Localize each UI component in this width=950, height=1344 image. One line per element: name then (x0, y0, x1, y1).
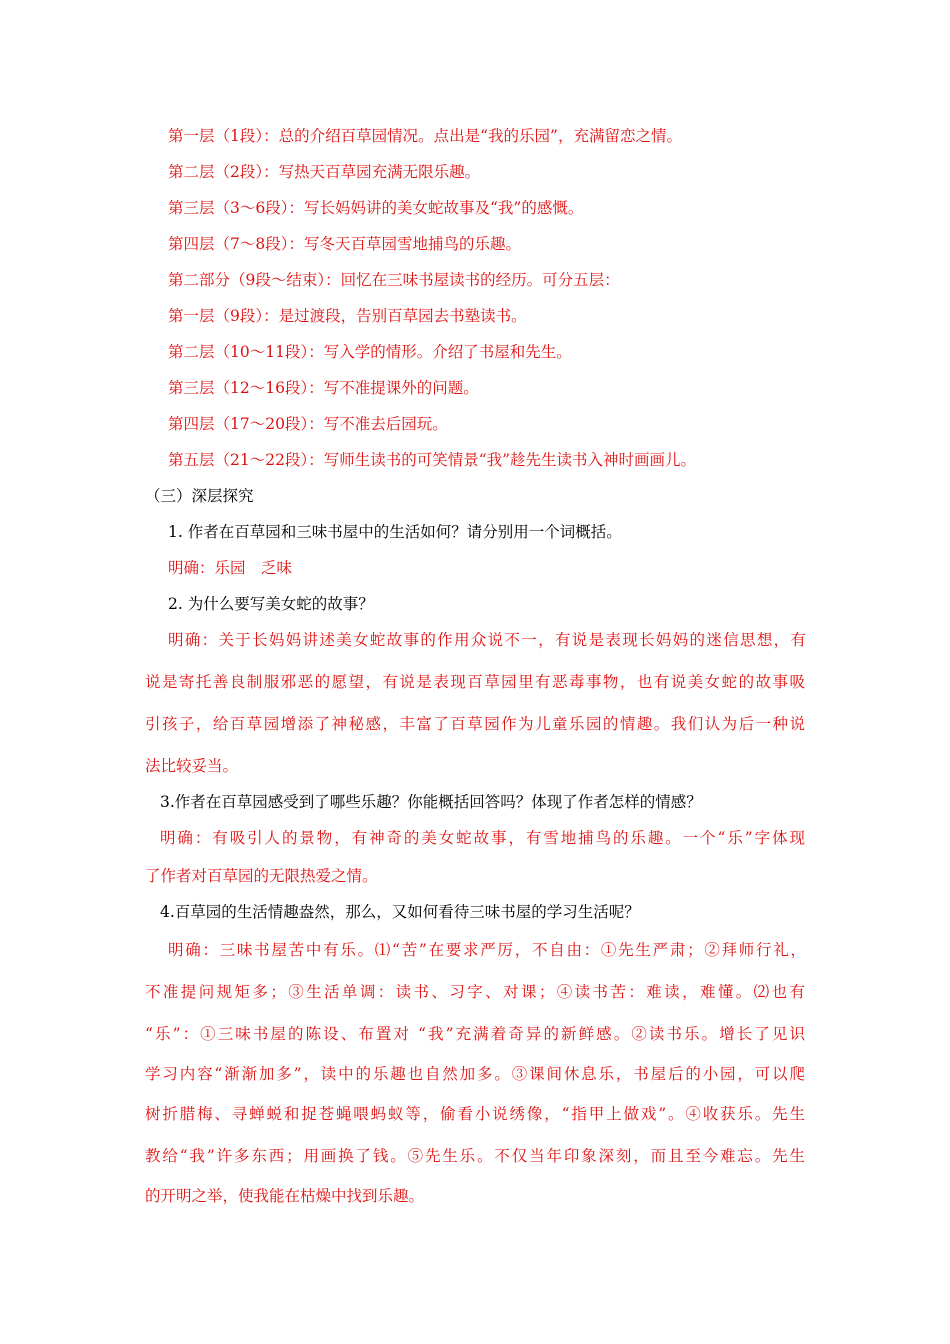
answer-line: 明确：三味书屋苦中有乐。⑴“苦”在要求严厉，不自由：①先生严肃；②拜师行礼， (168, 941, 806, 959)
answer-line: 说是寄托善良制服邪恶的愿望，有说是表现百草园里有恶毒事物，也有说美女蛇的故事吸 (145, 673, 805, 691)
question-text: 4.百草园的生活情趣盎然，那么，又如何看待三味书屋的学习生活呢？ (160, 903, 640, 921)
answer-line: 明确：关于长妈妈讲述美女蛇故事的作用众说不一，有说是表现长妈妈的迷信思想，有 (168, 631, 806, 649)
answer-line: 引孩子，给百草园增添了神秘感，丰富了百草园作为儿童乐园的情趣。我们认为后一种说 (145, 715, 805, 733)
answer-line: 树折腊梅、寻蝉蜕和捉苍蝇喂蚂蚁等，偷看小说绣像，“指甲上做戏”。④收获乐。先生 (145, 1105, 805, 1123)
layer-line: 第四层（17～20段）：写不准去后园玩。 (168, 415, 448, 433)
answer-line: 教给“我”许多东西；用画换了钱。⑤先生乐。不仅当年印象深刻，而且至今难忘。先生 (145, 1147, 805, 1165)
answer-line: 不准提问规矩多；③生活单调：读书、习字、对课；④读书苦：难读，难懂。⑵也有 (145, 983, 805, 1001)
answer-line: 法比较妥当。 (145, 757, 239, 775)
question-text: 2. 为什么要写美女蛇的故事？ (168, 595, 374, 613)
section-title: （三）深层探究 (145, 487, 254, 505)
answer-line: “乐”：①三味书屋的陈设、布置对 “我”充满着奇异的新鲜感。②读书乐。增长了见识 (145, 1025, 805, 1043)
layer-line: 第一层（9段）：是过渡段，告别百草园去书塾读书。 (168, 307, 527, 325)
layer-line: 第一层（1段）：总的介绍百草园情况。点出是“我的乐园”，充满留恋之情。 (168, 127, 682, 145)
layer-line: 第二层（2段）：写热天百草园充满无限乐趣。 (168, 163, 481, 181)
answer-line: 学习内容“渐渐加多”，读中的乐趣也自然加多。③课间休息乐，书屋后的小园，可以爬 (145, 1065, 805, 1083)
layer-line: 第四层（7～8段）：写冬天百草园雪地捕鸟的乐趣。 (168, 235, 521, 253)
question-text: 1. 作者在百草园和三味书屋中的生活如何？请分别用一个词概括。 (168, 523, 622, 541)
layer-line: 第五层（21～22段）：写师生读书的可笑情景“我”趁先生读书入神时画画儿。 (168, 451, 697, 469)
answer-line: 的开明之举，使我能在枯燥中找到乐趣。 (145, 1187, 425, 1205)
question-text: 3.作者在百草园感受到了哪些乐趣？你能概括回答吗？体现了作者怎样的情感？ (160, 793, 702, 811)
layer-line: 第三层（12～16段）：写不准提课外的问题。 (168, 379, 479, 397)
part-heading: 第二部分（9段～结束）：回忆在三味书屋读书的经历。可分五层： (168, 271, 620, 289)
layer-line: 第二层（10～11段）：写入学的情形。介绍了书屋和先生。 (168, 343, 572, 361)
answer-line: 明确：乐园 乏味 (168, 559, 293, 577)
answer-line: 了作者对百草园的无限热爱之情。 (145, 867, 378, 885)
layer-line: 第三层（3～6段）：写长妈妈讲的美女蛇故事及“我”的感慨。 (168, 199, 584, 217)
answer-line: 明确：有吸引人的景物，有神奇的美女蛇故事，有雪地捕鸟的乐趣。一个“乐”字体现 (160, 829, 805, 847)
